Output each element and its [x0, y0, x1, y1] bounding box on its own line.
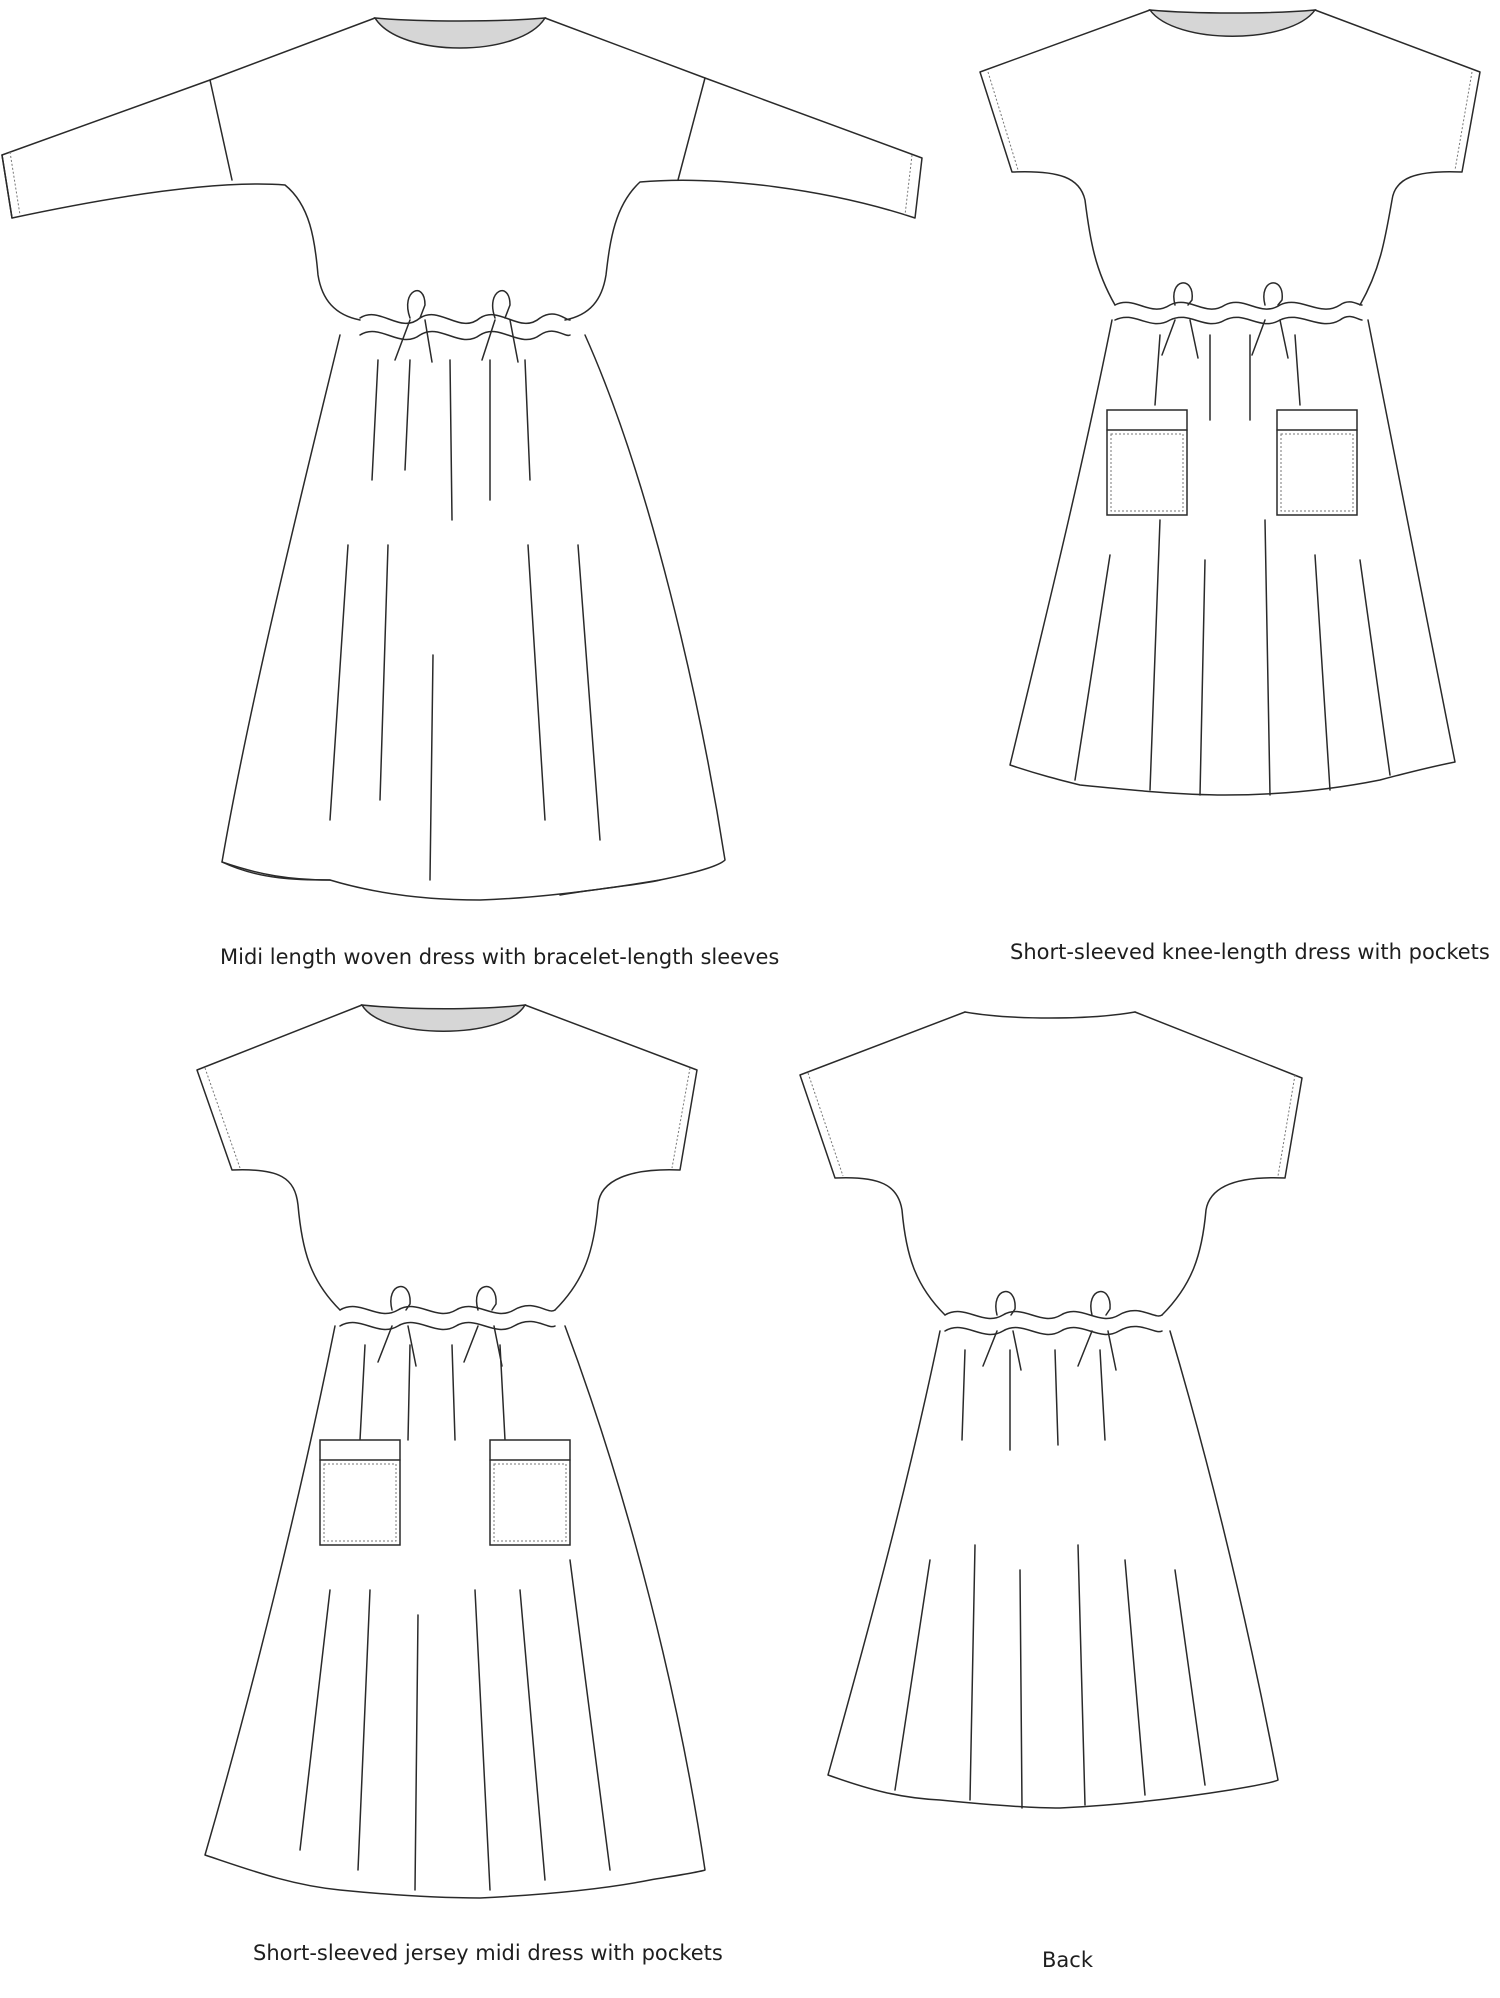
- waist-casing: [360, 314, 570, 323]
- bodice-outline: [197, 1005, 697, 1310]
- cuff-right-stitch: [905, 155, 912, 215]
- waist-casing: [340, 1306, 555, 1314]
- waist-casing-lower: [1115, 316, 1362, 323]
- sleeve-seam-left: [210, 80, 232, 180]
- dress-view-knee-pockets: [980, 10, 1480, 795]
- caption-knee-dress-pockets: Short-sleeved knee-length dress with pockets: [1010, 940, 1490, 964]
- drawstring-tie-right: [1078, 1292, 1116, 1370]
- cuff-left-stitch: [10, 152, 20, 215]
- dress-view-midi-woven-sleeves: [2, 18, 922, 900]
- sleeve-hem-stitch-left: [988, 72, 1018, 170]
- patch-pocket-left: [320, 1440, 400, 1545]
- bodice-outline: [980, 10, 1480, 305]
- caption-jersey-midi-dress: Short-sleeved jersey midi dress with pockets: [253, 1941, 723, 1965]
- bodice-outline: [800, 1012, 1302, 1315]
- skirt-outline: [828, 1331, 1278, 1808]
- drawstring-tie-left: [1162, 283, 1198, 358]
- skirt-fold-lines: [300, 1345, 610, 1890]
- sleeve-hem-stitch-right: [672, 1068, 690, 1168]
- waist-casing-lower: [945, 1326, 1162, 1334]
- patch-pocket-right: [1277, 410, 1357, 515]
- skirt-outline: [1010, 320, 1455, 795]
- bodice-outline: [2, 18, 922, 320]
- sleeve-seam-right: [678, 78, 705, 180]
- back-neckline: [965, 1012, 1135, 1018]
- neckband: [375, 18, 545, 48]
- skirt-fold-lines: [895, 1350, 1205, 1808]
- dress-view-jersey-midi-pockets: [197, 1005, 705, 1898]
- sleeve-hem-stitch-left: [808, 1073, 843, 1176]
- drawstring-tie-left: [395, 291, 432, 362]
- patch-pocket-right: [490, 1440, 570, 1545]
- sleeve-hem-stitch-left: [205, 1068, 240, 1168]
- skirt-fold-lines: [330, 360, 600, 880]
- neckband: [1150, 10, 1315, 36]
- neckband: [362, 1005, 525, 1031]
- skirt-outline: [222, 335, 725, 900]
- sleeve-hem-stitch-right: [1278, 1075, 1295, 1176]
- patch-pocket-left: [1107, 410, 1187, 515]
- waist-casing: [945, 1311, 1162, 1319]
- skirt-fold-lines: [1075, 335, 1390, 795]
- waist-casing: [1115, 302, 1362, 309]
- skirt-hem-scallop: [222, 862, 660, 895]
- cuff-left: [2, 155, 12, 218]
- drawstring-tie-right: [464, 1287, 502, 1366]
- waist-casing-lower: [360, 331, 570, 339]
- dress-view-back: [800, 1012, 1302, 1808]
- waist-casing-lower: [340, 1321, 555, 1329]
- sleeve-hem-stitch-right: [1455, 72, 1472, 170]
- skirt-outline: [205, 1326, 705, 1898]
- drawstring-tie-right: [1252, 283, 1288, 358]
- drawstring-tie-right: [482, 291, 518, 362]
- caption-midi-woven-dress: Midi length woven dress with bracelet-length sleeves: [220, 945, 780, 969]
- caption-back-view: Back: [1042, 1948, 1093, 1972]
